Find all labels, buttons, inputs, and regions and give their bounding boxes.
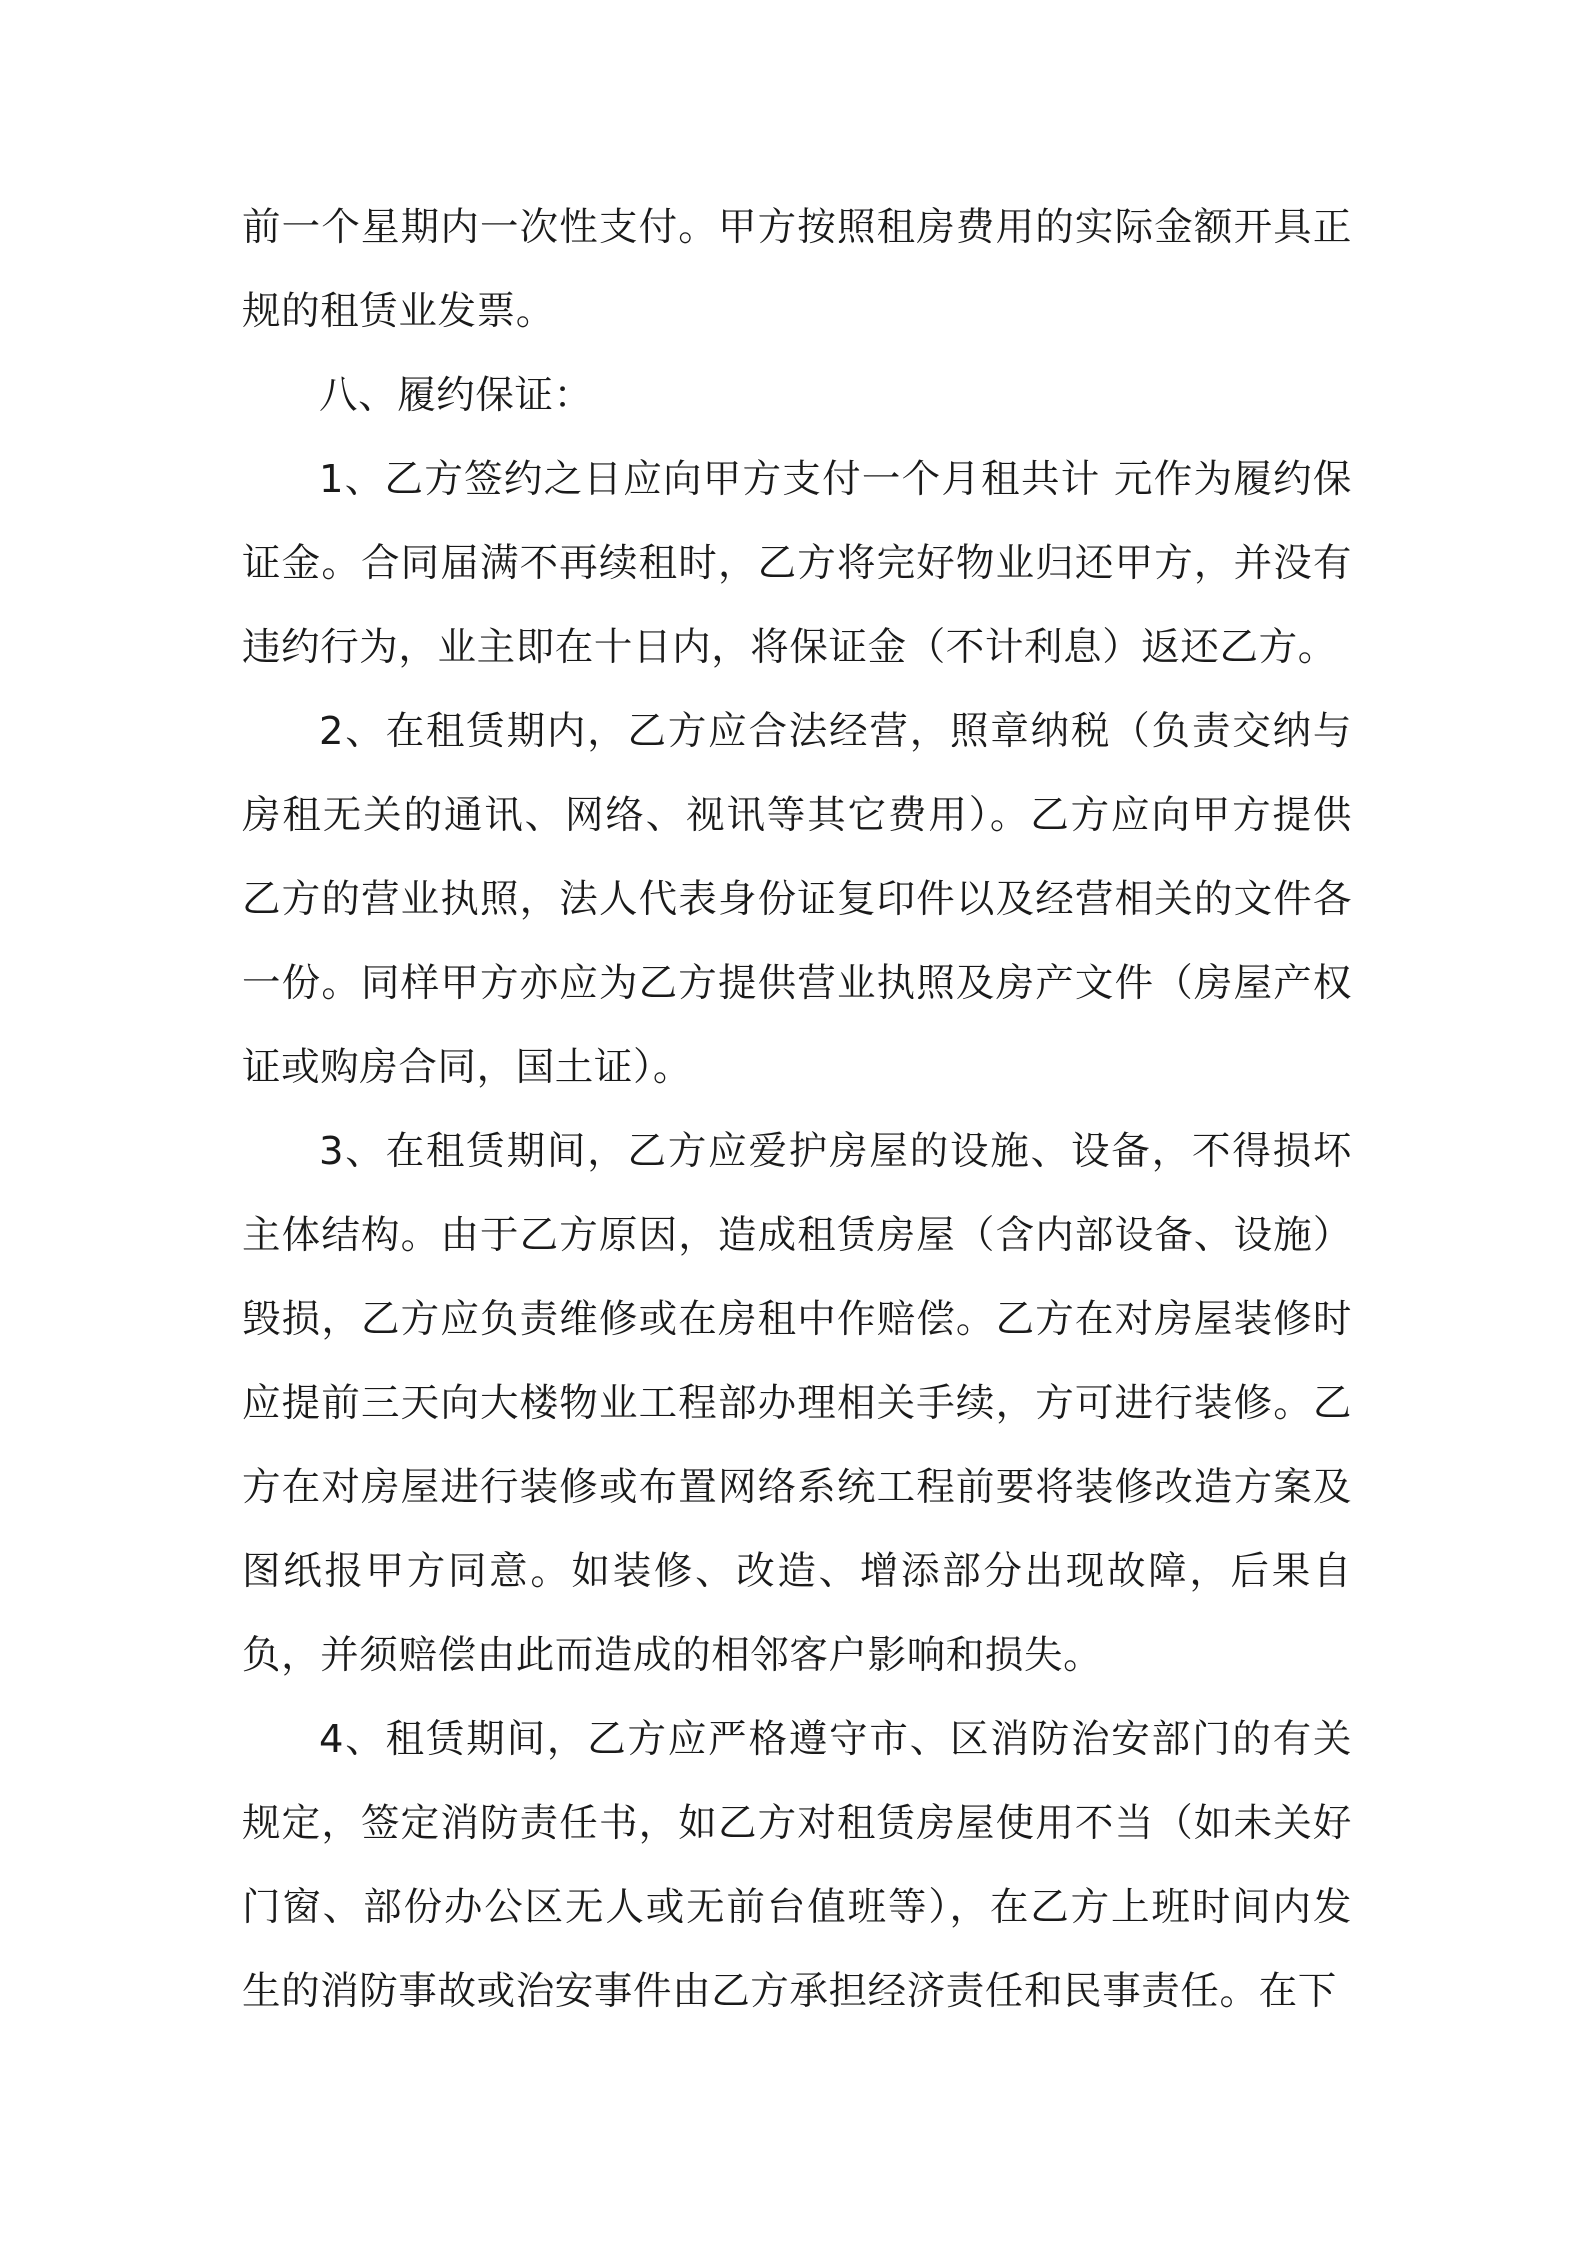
section-heading-performance-guarantee: 八、履约保证： [319,373,593,418]
paragraph-clause-4: 4、租赁期间，乙方应严格遵守市、区消防治安部门的有关规定，签定消防责任书，如乙方对租赁房屋使用不当（如未关好门窗、部份办公区无人或无前台值班等），在乙方上班时间内发生的消防事故或治安事件由乙方承担经济责任和民事责任。在下 [242,1717,1352,2014]
paragraph-clause-2: 2、在租赁期内，乙方应合法经营，照章纳税（负责交纳与房租无关的通讯、网络、视讯等其它费用）。乙方应向甲方提供乙方的营业执照，法人代表身份证复印件以及经营相关的文件各一份。同样甲方亦应为乙方提供营业执照及房产文件（房屋产权证或购房合同，国土证）。 [242,709,1352,1090]
paragraph-clause-3: 3、在租赁期间，乙方应爱护房屋的设施、设备，不得损坏主体结构。由于乙方原因，造成租赁房屋（含内部设备、设施）毁损，乙方应负责维修或在房租中作赔偿。乙方在对房屋装修时应提前三天向大楼物业工程部办理相关手续，方可进行装修。乙方在对房屋进行装修或布置网络系统工程前要将装修改造方案及图纸报甲方同意。如装修、改造、增添部分出现故障，后果自负，并须赔偿由此而造成的相邻客户影响和损失。 [242,1129,1352,1678]
paragraph-clause-1: 1、乙方签约之日应向甲方支付一个月租共计 元作为履约保证金。合同届满不再续租时，乙方将完好物业归还甲方，并没有违约行为，业主即在十日内，将保证金（不计利息）返还乙方。 [242,457,1352,670]
paragraph-continued-rent-payment: 前一个星期内一次性支付。甲方按照租房费用的实际金额开具正规的租赁业发票。 [242,205,1352,334]
document-body [242,186,1352,2034]
